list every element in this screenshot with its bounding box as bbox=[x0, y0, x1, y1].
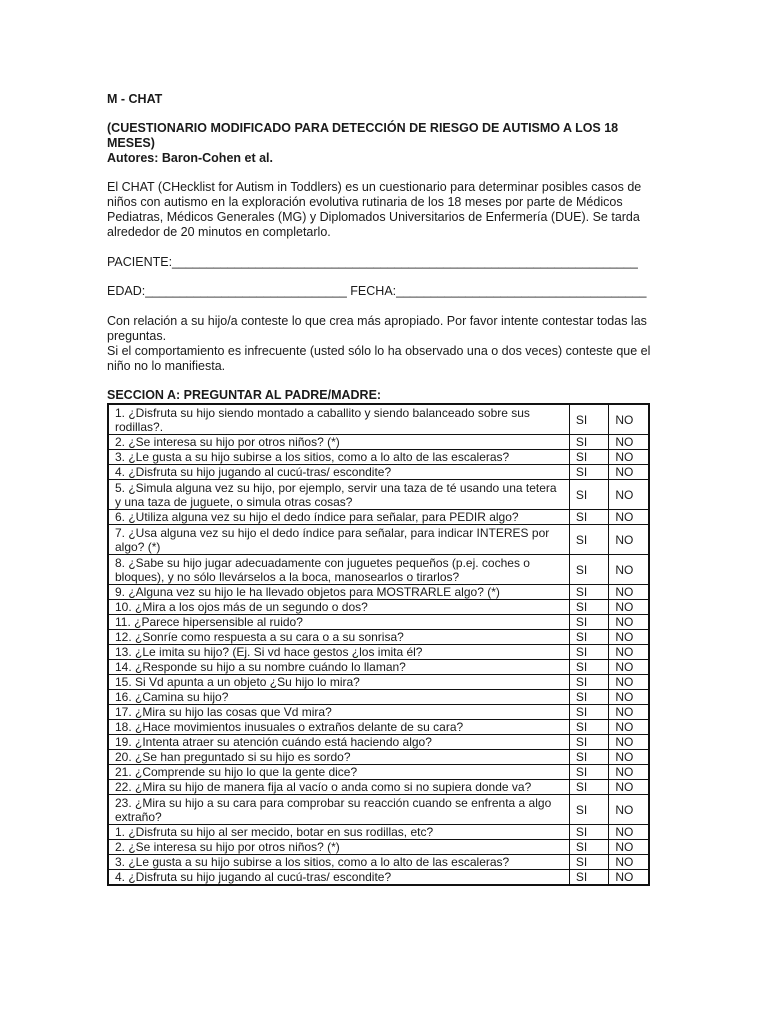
question-text: 23. ¿Mira su hijo a su cara para comprobar su reacción cuando se enfrenta a algo extraño? bbox=[108, 795, 569, 825]
table-row bbox=[108, 705, 649, 720]
question-text: 13. ¿Le imita su hijo? (Ej. Si vd hace gestos ¿los imita él? bbox=[108, 645, 569, 660]
answer-no[interactable]: NO bbox=[609, 750, 649, 765]
fecha-field[interactable]: FECHA:____________________________________ bbox=[350, 284, 647, 298]
answer-si[interactable]: SI bbox=[569, 525, 608, 555]
answer-no[interactable]: NO bbox=[609, 615, 649, 630]
document-authors: Autores: Baron-Cohen et al. bbox=[107, 151, 273, 165]
question-text: 6. ¿Utiliza alguna vez su hijo el dedo índice para señalar, para PEDIR algo? bbox=[108, 510, 569, 525]
answer-no[interactable]: NO bbox=[609, 765, 649, 780]
question-text: 14. ¿Responde su hijo a su nombre cuándo lo llaman? bbox=[108, 660, 569, 675]
question-text: 4. ¿Disfruta su hijo jugando al cucú-tras/ escondite? bbox=[108, 465, 569, 480]
question-text: 9. ¿Alguna vez su hijo le ha llevado objetos para MOSTRARLE algo? (*) bbox=[108, 585, 569, 600]
table-row bbox=[108, 795, 649, 825]
table-row bbox=[108, 600, 649, 615]
answer-si[interactable]: SI bbox=[569, 510, 608, 525]
answer-no[interactable]: NO bbox=[609, 870, 649, 886]
question-text: 5. ¿Simula alguna vez su hijo, por ejemplo, servir una taza de té usando una tetera y una taza de juguete, o simula otras cosas? bbox=[108, 480, 569, 510]
answer-no[interactable]: NO bbox=[609, 840, 649, 855]
question-text: 19. ¿Intenta atraer su atención cuándo está haciendo algo? bbox=[108, 735, 569, 750]
instructions-line-1: Con relación a su hijo/a conteste lo que crea más apropiado. Por favor intente contestar todas las bbox=[107, 314, 647, 328]
edad-fecha-row bbox=[107, 284, 652, 299]
section-a-title: SECCION A: PREGUNTAR AL PADRE/MADRE: bbox=[107, 388, 382, 402]
answer-no[interactable]: NO bbox=[609, 510, 649, 525]
question-text: 1. ¿Disfruta su hijo siendo montado a caballito y siendo balanceado sobre sus rodillas?. bbox=[108, 404, 569, 435]
table-row bbox=[108, 660, 649, 675]
document-title: M - CHAT bbox=[107, 92, 163, 106]
answer-no[interactable]: NO bbox=[609, 795, 649, 825]
question-text: 12. ¿Sonríe como respuesta a su cara o a su sonrisa? bbox=[108, 630, 569, 645]
question-text: 17. ¿Mira su hijo las cosas que Vd mira? bbox=[108, 705, 569, 720]
answer-si[interactable]: SI bbox=[569, 450, 608, 465]
table-row bbox=[108, 780, 649, 795]
table-row bbox=[108, 720, 649, 735]
document-subtitle-line2: MESES) bbox=[107, 136, 155, 150]
answer-si[interactable]: SI bbox=[569, 645, 608, 660]
answer-no[interactable]: NO bbox=[609, 780, 649, 795]
answer-no[interactable]: NO bbox=[609, 525, 649, 555]
instructions-line-4: niño no lo manifiesta. bbox=[107, 359, 226, 373]
answer-si[interactable]: SI bbox=[569, 855, 608, 870]
intro-line-4: alrededor de 20 minutos en completarlo. bbox=[107, 225, 331, 239]
question-text: 22. ¿Mira su hijo de manera fija al vacío o anda como si no supiera donde va? bbox=[108, 780, 569, 795]
table-row bbox=[108, 675, 649, 690]
document-body bbox=[107, 92, 652, 886]
table-row bbox=[108, 465, 649, 480]
question-text: 18. ¿Hace movimientos inusuales o extraños delante de su cara? bbox=[108, 720, 569, 735]
table-row bbox=[108, 645, 649, 660]
table-row bbox=[108, 435, 649, 450]
answer-no[interactable]: NO bbox=[609, 720, 649, 735]
answer-no[interactable]: NO bbox=[609, 480, 649, 510]
question-text: 11. ¿Parece hipersensible al ruido? bbox=[108, 615, 569, 630]
table-row bbox=[108, 404, 649, 435]
table-row bbox=[108, 510, 649, 525]
answer-no[interactable]: NO bbox=[609, 404, 649, 435]
question-text: 15. Si Vd apunta a un objeto ¿Su hijo lo mira? bbox=[108, 675, 569, 690]
answer-si[interactable]: SI bbox=[569, 705, 608, 720]
answer-no[interactable]: NO bbox=[609, 690, 649, 705]
answer-no[interactable]: NO bbox=[609, 435, 649, 450]
answer-no[interactable]: NO bbox=[609, 555, 649, 585]
question-text: 20. ¿Se han preguntado si su hijo es sordo? bbox=[108, 750, 569, 765]
table-row bbox=[108, 765, 649, 780]
table-row bbox=[108, 585, 649, 600]
answer-no[interactable]: NO bbox=[609, 585, 649, 600]
answer-si[interactable]: SI bbox=[569, 465, 608, 480]
answer-no[interactable]: NO bbox=[609, 630, 649, 645]
table-row bbox=[108, 825, 649, 840]
edad-field[interactable]: EDAD:_____________________________ bbox=[107, 284, 347, 298]
question-text: 8. ¿Sabe su hijo jugar adecuadamente con juguetes pequeños (p.ej. coches o bloques), y no sólo llevárselos a la boca, manosearlos o tirarlos? bbox=[108, 555, 569, 585]
table-row bbox=[108, 555, 649, 585]
question-text: 21. ¿Comprende su hijo lo que la gente dice? bbox=[108, 765, 569, 780]
question-text: 2. ¿Se interesa su hijo por otros niños? (*) bbox=[108, 435, 569, 450]
question-text: 16. ¿Camina su hijo? bbox=[108, 690, 569, 705]
table-row bbox=[108, 735, 649, 750]
answer-no[interactable]: NO bbox=[609, 645, 649, 660]
table-row bbox=[108, 750, 649, 765]
answer-no[interactable]: NO bbox=[609, 675, 649, 690]
answer-si[interactable]: SI bbox=[569, 840, 608, 855]
question-text: 2. ¿Se interesa su hijo por otros niños? (*) bbox=[108, 840, 569, 855]
question-text: 3. ¿Le gusta a su hijo subirse a los sitios, como a lo alto de las escaleras? bbox=[108, 855, 569, 870]
question-text: 4. ¿Disfruta su hijo jugando al cucú-tras/ escondite? bbox=[108, 870, 569, 886]
answer-no[interactable]: NO bbox=[609, 660, 649, 675]
document-subtitle-line1: (CUESTIONARIO MODIFICADO PARA DETECCIÓN DE RIESGO DE AUTISMO A LOS 18 bbox=[107, 121, 619, 135]
answer-si[interactable]: SI bbox=[569, 675, 608, 690]
table-row bbox=[108, 870, 649, 886]
answer-si[interactable]: SI bbox=[569, 720, 608, 735]
answer-si[interactable]: SI bbox=[569, 480, 608, 510]
question-text: 3. ¿Le gusta a su hijo subirse a los sitios, como a lo alto de las escaleras? bbox=[108, 450, 569, 465]
answer-si[interactable]: SI bbox=[569, 780, 608, 795]
answer-si[interactable]: SI bbox=[569, 615, 608, 630]
answer-si[interactable]: SI bbox=[569, 870, 608, 886]
answer-si[interactable]: SI bbox=[569, 825, 608, 840]
table-row bbox=[108, 480, 649, 510]
questionnaire-table bbox=[107, 403, 650, 886]
table-row bbox=[108, 690, 649, 705]
answer-si[interactable]: SI bbox=[569, 600, 608, 615]
answer-no[interactable]: NO bbox=[609, 855, 649, 870]
answer-no[interactable]: NO bbox=[609, 465, 649, 480]
answer-si[interactable]: SI bbox=[569, 795, 608, 825]
answer-si[interactable]: SI bbox=[569, 660, 608, 675]
answer-no[interactable]: NO bbox=[609, 825, 649, 840]
answer-no[interactable]: NO bbox=[609, 735, 649, 750]
answer-si[interactable]: SI bbox=[569, 555, 608, 585]
answer-no[interactable]: NO bbox=[609, 600, 649, 615]
answer-si[interactable]: SI bbox=[569, 690, 608, 705]
intro-line-3: Pediatras, Médicos Generales (MG) y Diplomados Universitarios de Enfermería (DUE). Se tarda bbox=[107, 210, 640, 224]
answer-no[interactable]: NO bbox=[609, 705, 649, 720]
table-row bbox=[108, 855, 649, 870]
answer-si[interactable]: SI bbox=[569, 735, 608, 750]
answer-si[interactable]: SI bbox=[569, 630, 608, 645]
table-row bbox=[108, 840, 649, 855]
table-row bbox=[108, 615, 649, 630]
instructions-line-2: preguntas. bbox=[107, 329, 167, 343]
answer-si[interactable]: SI bbox=[569, 585, 608, 600]
answer-no[interactable]: NO bbox=[609, 450, 649, 465]
answer-si[interactable]: SI bbox=[569, 404, 608, 435]
table-row bbox=[108, 450, 649, 465]
paciente-field[interactable]: PACIENTE:___________________________________________________________________ bbox=[107, 255, 638, 269]
answer-si[interactable]: SI bbox=[569, 435, 608, 450]
question-text: 1. ¿Disfruta su hijo al ser mecido, botar en sus rodillas, etc? bbox=[108, 825, 569, 840]
instructions-line-3: Si el comportamiento es infrecuente (usted sólo lo ha observado una o dos veces) conteste que el bbox=[107, 344, 651, 358]
intro-line-1: El CHAT (CHecklist for Autism in Toddlers) es un cuestionario para determinar posibles casos de bbox=[107, 180, 642, 194]
question-text: 10. ¿Mira a los ojos más de un segundo o dos? bbox=[108, 600, 569, 615]
intro-line-2: niños con autismo en la exploración evolutiva rutinaria de los 18 meses por parte de Médicos bbox=[107, 195, 623, 209]
table-row bbox=[108, 525, 649, 555]
answer-si[interactable]: SI bbox=[569, 765, 608, 780]
question-text: 7. ¿Usa alguna vez su hijo el dedo índice para señalar, para indicar INTERES por algo? (*) bbox=[108, 525, 569, 555]
table-row bbox=[108, 630, 649, 645]
answer-si[interactable]: SI bbox=[569, 750, 608, 765]
